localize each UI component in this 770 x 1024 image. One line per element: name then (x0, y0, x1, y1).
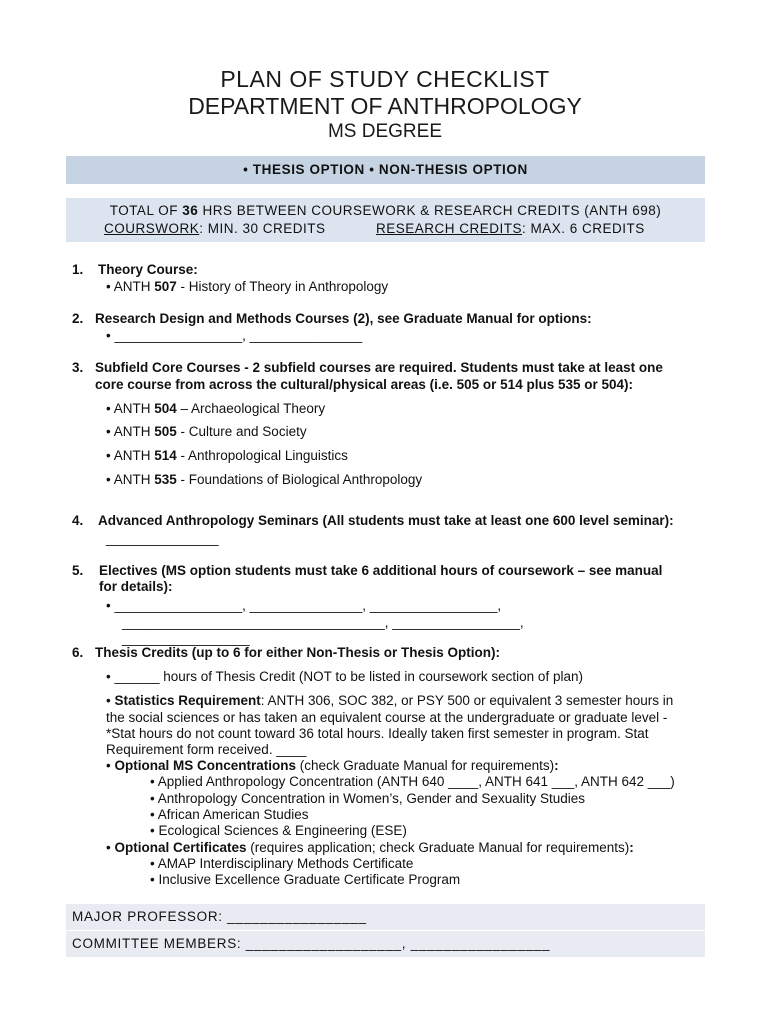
statistics-requirement-line1 (106, 693, 673, 708)
section-5-blanks-line3[interactable]: _________________ (122, 631, 250, 646)
certificates-note: (requires application; check Graduate Manual for requirements) (246, 840, 630, 855)
course-name: - History of Theory in Anthropology (176, 279, 389, 294)
coursework-label: COURSWORK (104, 221, 200, 236)
total-prefix: TOTAL OF (109, 203, 183, 218)
coursework-value: : MIN. 30 CREDITS (199, 221, 326, 236)
concentrations-note: (check Graduate Manual for requirements) (296, 758, 555, 773)
item-prefix: • ANTH (106, 472, 155, 487)
item-prefix: • ANTH (106, 424, 155, 439)
item-prefix: • ANTH (106, 448, 155, 463)
concentration-name: Anthropology Concentration in Women’s, Gender and Sexuality Studies (157, 791, 585, 806)
course-name: - Culture and Society (176, 424, 307, 439)
section-1-title: Theory Course: (98, 262, 198, 277)
certificate-name: Inclusive Excellence Graduate Certificate Program (158, 872, 461, 887)
list-item (106, 424, 307, 439)
section-2-number: 2. (72, 311, 84, 326)
list-item: • African American Studies (150, 807, 309, 822)
department-name: DEPARTMENT OF ANTHROPOLOGY (188, 93, 582, 119)
coursework-credits (104, 221, 326, 236)
section-5-title-line2: for details): (99, 579, 173, 594)
course-code: 504 (154, 401, 177, 416)
certificates-label: Optional Certificates (114, 840, 247, 855)
colon: : (629, 840, 634, 855)
section-4-blank[interactable]: _______________ (106, 531, 219, 546)
total-credits-line (66, 203, 705, 218)
section-2-blanks[interactable]: • _________________, _______________ (106, 328, 363, 343)
section-5-blanks-line1[interactable]: • _________________, _______________, _________________, (106, 598, 502, 613)
concentrations-label: Optional MS Concentrations (114, 758, 296, 773)
section-1-number: 1. (72, 262, 84, 277)
list-item: • Anthropology Concentration in Women’s, Gender and Sexuality Studies (150, 791, 585, 806)
section-3-title-line1: Subfield Core Courses - 2 subfield courses are required. Students must take at least one (95, 360, 663, 375)
course-code: 535 (154, 472, 177, 487)
section-4-title: Advanced Anthropology Seminars (All students must take at least one 600 level seminar): (98, 513, 674, 528)
thesis-hours-line[interactable]: • ______ hours of Thesis Credit (NOT to be listed in coursework section of plan) (106, 669, 583, 684)
item-prefix: • ANTH (106, 401, 155, 416)
course-name: – Archaeological Theory (176, 401, 326, 416)
item-prefix: • ANTH (106, 279, 155, 294)
total-hours: 36 (182, 203, 199, 218)
section-5-title-line1: Electives (MS option students must take 6 additional hours of coursework – see manual (99, 563, 663, 578)
concentration-name: Applied Anthropology Concentration (ANTH 640 ____, ANTH 641 ___, ANTH 642 ___) (157, 774, 675, 789)
section-4-number: 4. (72, 513, 84, 528)
course-code: 505 (154, 424, 177, 439)
statistics-label: Statistics Requirement (114, 693, 261, 708)
major-professor-label: MAJOR PROFESSOR: _________________ (72, 909, 367, 924)
course-name: - Foundations of Biological Anthropology (176, 472, 423, 487)
course-code: 514 (154, 448, 177, 463)
options-band: • THESIS OPTION • NON-THESIS OPTION (66, 156, 705, 184)
statistics-requirement-line4: Requirement form received. ____ (106, 742, 307, 757)
concentrations-heading (106, 758, 559, 773)
degree-name: MS DEGREE (327, 121, 443, 142)
list-item (106, 472, 422, 487)
committee-members-label: COMMITTEE MEMBERS: ___________________, _________________ (72, 936, 551, 951)
bullet: • (106, 758, 115, 773)
list-item (106, 401, 325, 416)
list-item: • Applied Anthropology Concentration (ANTH 640 ____, ANTH 641 ___, ANTH 642 ___) (150, 774, 675, 789)
section-3-title-line2: core course from across the cultural/physical areas (i.e. 505 or 514 plus 535 or 504): (95, 377, 633, 392)
section-1-item (106, 279, 388, 294)
list-item (106, 448, 348, 463)
credits-band (66, 198, 705, 242)
list-item: • Inclusive Excellence Graduate Certificate Program (150, 872, 461, 887)
research-credits (376, 221, 645, 236)
section-6-number: 6. (72, 645, 84, 660)
certificate-name: AMAP Interdisciplinary Methods Certificate (157, 856, 414, 871)
total-suffix: HRS BETWEEN COURSEWORK & RESEARCH CREDITS (ANTH 698) (198, 203, 662, 218)
major-professor-field[interactable] (66, 904, 705, 930)
certificates-heading (106, 840, 634, 855)
course-code: 507 (154, 279, 177, 294)
statistics-requirement-line2: the social sciences or has taken an equivalent course at the undergraduate or graduate level - (106, 710, 668, 725)
research-value: : MAX. 6 CREDITS (522, 221, 645, 236)
concentration-name: Ecological Sciences & Engineering (ESE) (158, 823, 407, 838)
list-item: • AMAP Interdisciplinary Methods Certificate (150, 856, 414, 871)
concentration-name: African American Studies (157, 807, 309, 822)
course-name: - Anthropological Linguistics (176, 448, 348, 463)
statistics-text: : ANTH 306, SOC 382, or PSY 500 or equivalent 3 semester hours in (260, 693, 674, 708)
list-item: • Ecological Sciences & Engineering (ESE) (150, 823, 407, 838)
section-6-title: Thesis Credits (up to 6 for either Non-Thesis or Thesis Option): (95, 645, 501, 660)
section-5-blanks-line2[interactable]: ___________________________________, _________________, (122, 615, 524, 630)
section-3-number: 3. (72, 360, 84, 375)
statistics-requirement-line3: *Stat hours do not count toward 36 total hours. Ideally taken first semester in program. Stat (106, 726, 649, 741)
bullet: • (106, 693, 115, 708)
committee-members-field[interactable] (66, 931, 705, 957)
colon: : (554, 758, 559, 773)
research-label: RESEARCH CREDITS (376, 221, 523, 236)
section-2-title: Research Design and Methods Courses (2), see Graduate Manual for options: (95, 311, 592, 326)
section-5-number: 5. (72, 563, 84, 578)
bullet: • (106, 840, 115, 855)
page-title: PLAN OF STUDY CHECKLIST (220, 66, 550, 92)
